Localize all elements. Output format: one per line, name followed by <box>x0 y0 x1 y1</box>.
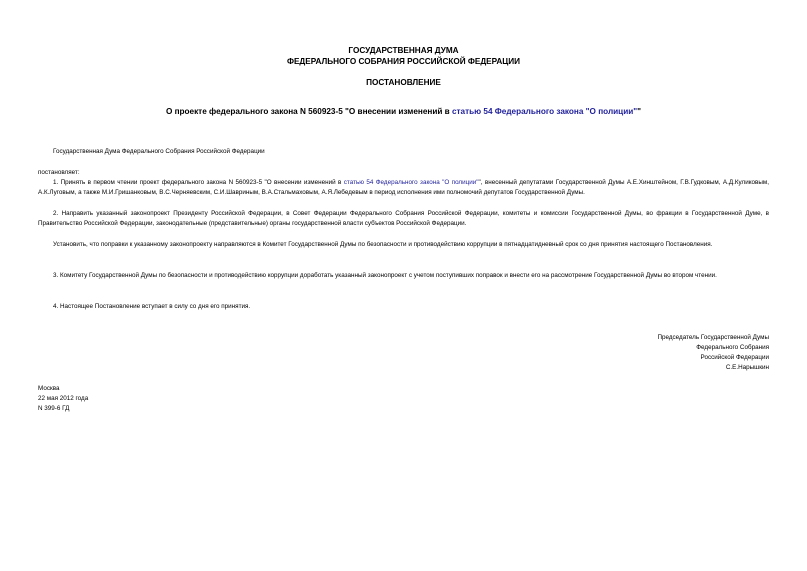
footer-number: N 399-6 ГД <box>38 405 70 412</box>
resolves-label: постановляет: <box>38 169 80 176</box>
footer-block <box>38 384 88 414</box>
org-line-2: ФЕДЕРАЛЬНОГО СОБРАНИЯ РОССИЙСКОЙ ФЕДЕРАЦИИ <box>286 57 521 66</box>
signatory-name: С.Е.Нарышкин <box>725 364 769 371</box>
signature-line-2: Федерального Собрания <box>696 344 769 351</box>
item-1-law-link[interactable]: статью 54 Федерального закона "О полиции" <box>343 179 479 186</box>
title-prefix: О проекте федерального закона N 560923-5 "О внесении изменений в <box>165 107 452 116</box>
item-amendments: Установить, что поправки к указанному законопроекту направляются в Комитет Государственной Думы по безопасности и противодействию коррупции в пятнадцатидневный срок со дня принятия настоящего Постановления. <box>53 241 713 248</box>
item-4: 4. Настоящее Постановление вступает в силу со дня его принятия. <box>53 303 251 310</box>
item-1 <box>38 178 769 198</box>
signature-block <box>549 333 769 373</box>
footer-place: Москва <box>38 385 60 392</box>
title-suffix: " <box>637 107 642 116</box>
title-law-link[interactable]: статью 54 Федерального закона "О полиции" <box>451 107 638 116</box>
item-1-suffix: ", внесенный депутатами Государственной Думы А.Е.Хинштейном, Г.В.Гудковым, А.Д.Куликовым, А.К.Луговым, а также М.И.Гришанковым, В.С.Черняевским, С.И.Шавриным, В.А.Стальмаховым, А.Я.Лебедевым в период исполнения ими полномочий депутатов Государственной Думы. <box>38 179 770 196</box>
footer-date: 22 мая 2012 года <box>38 395 89 402</box>
preamble: Государственная Дума Федерального Собрания Российской Федерации <box>53 148 265 155</box>
item-2: 2. Направить указанный законопроект Президенту Российской Федерации, в Совет Федерации Федерального Собрания Российской Федерации, комитеты и комиссии Государственной Думы, во фракции в Государственной Думе, в Правительство Российской Федерации, законодательные (представительные) органы государственной власти субъектов Российской Федерации. <box>38 210 769 227</box>
signature-line-3: Российской Федерации <box>700 354 769 361</box>
org-line-1: ГОСУДАРСТВЕННАЯ ДУМА <box>348 46 459 55</box>
item-3: 3. Комитету Государственной Думы по безопасности и противодействию коррупции доработать указанный законопроект с учетом поступивших поправок и внести его на рассмотрение Государственной Думы во втором чтении. <box>53 272 717 279</box>
org-header <box>0 45 807 67</box>
document-title <box>0 107 807 116</box>
doc-type: ПОСТАНОВЛЕНИЕ <box>366 78 441 87</box>
signature-line-1: Председатель Государственной Думы <box>657 334 769 341</box>
item-1-prefix: 1. Принять в первом чтении проект федерального закона N 560923-5 "О внесении изменений в <box>53 179 344 186</box>
